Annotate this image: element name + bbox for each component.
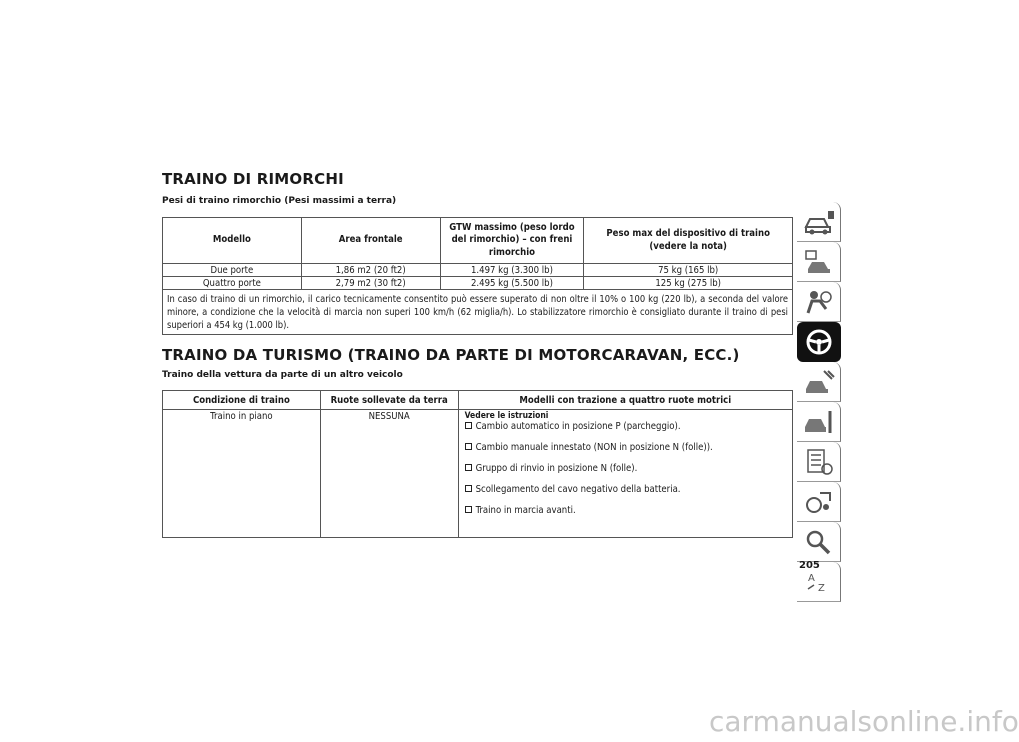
svg-text:A: A [807, 572, 815, 584]
table-row [163, 264, 793, 277]
chapter-tabs [797, 202, 842, 602]
tab-servicing[interactable] [797, 402, 841, 442]
table-row [163, 410, 793, 538]
header-frontal-area: Area frontale [301, 218, 440, 264]
safety-airbag-icon [802, 287, 836, 317]
cell-gtw: 2.495 kg (5.500 lb) [440, 277, 584, 290]
watermark: carmanualsonline.info [709, 705, 1019, 738]
header-4wd-models: Modelli con trazione a quattro ruote motrici [458, 391, 792, 410]
cell-instructions [458, 410, 792, 538]
list-item: Scollegamento del cavo negativo della batteria. [465, 484, 786, 495]
list-item: Cambio manuale innestato (NON in posizione N (folle)). [465, 442, 786, 453]
checkbox-square-icon [465, 443, 472, 450]
car-service-icon [802, 407, 836, 437]
tab-specifications[interactable] [797, 442, 841, 482]
cell-area: 2,79 m2 (30 ft2) [301, 277, 440, 290]
multimedia-icon [802, 487, 836, 517]
cell-model: Due porte [163, 264, 302, 277]
header-model: Modello [163, 218, 302, 264]
cell-gtw: 1.497 kg (3.300 lb) [440, 264, 584, 277]
rv-towing-table [162, 390, 793, 538]
tab-multimedia[interactable] [797, 482, 841, 522]
search-icon [802, 527, 836, 557]
instructions-title: Vedere le istruzioni [464, 411, 549, 421]
list-item: Traino in marcia avanti. [465, 505, 786, 516]
checkbox-square-icon [465, 485, 472, 492]
tab-warnings[interactable] [797, 242, 841, 282]
page-number: 205 [799, 560, 820, 571]
tab-customer-assistance[interactable] [797, 522, 841, 562]
header-towing-condition: Condizione di traino [163, 391, 321, 410]
car-info-icon [802, 207, 836, 237]
cell-tongue: 125 kg (275 lb) [584, 277, 793, 290]
header-gtw: GTW massimo (peso lordo del rimorchio) – con freni rimorchio [440, 218, 584, 264]
checkbox-square-icon [465, 506, 472, 513]
section-title-rv-towing: TRAINO DA TURISMO (TRAINO DA PARTE DI MOTORCARAVAN, ECC.) [162, 346, 740, 364]
header-wheels-off-ground: Ruote sollevate da terra [320, 391, 458, 410]
car-accident-icon [802, 367, 836, 397]
header-tongue-weight: Peso max del dispositivo di traino (vedere la nota) [584, 218, 793, 264]
tab-car-info[interactable] [797, 202, 841, 242]
checkbox-square-icon [465, 464, 472, 471]
towing-weights-table [162, 217, 793, 335]
cell-area: 1,86 m2 (20 ft2) [301, 264, 440, 277]
cell-wheels: NESSUNA [320, 410, 458, 538]
tab-safety[interactable] [797, 282, 841, 322]
table-row [163, 277, 793, 290]
tab-emergency[interactable] [797, 362, 841, 402]
tab-driving[interactable] [797, 322, 841, 362]
section-subtitle-towing-weights: Pesi di traino rimorchio (Pesi massimi a terra) [162, 196, 397, 206]
table-note-row [163, 290, 793, 335]
section-subtitle-rv-towing: Traino della vettura da parte di un altro veicolo [162, 370, 403, 380]
index-icon [802, 567, 836, 597]
warning-message-icon [802, 247, 836, 277]
table-header-row [163, 218, 793, 264]
list-item: Cambio automatico in posizione P (parcheggio). [465, 421, 786, 432]
list-item: Gruppo di rinvio in posizione N (folle). [465, 463, 786, 474]
steering-wheel-icon [802, 327, 836, 357]
table-header-row [163, 391, 793, 410]
section-title-towing: TRAINO DI RIMORCHI [162, 170, 344, 188]
svg-text:Z: Z [817, 582, 825, 594]
table-note: In caso di traino di un rimorchio, il carico tecnicamente consentito può essere superato di non oltre il 10% o 100 kg (220 lb), a seconda del valore minore, a condizione che la velocità di marcia non superi 100 km/h (62 miglia/h). Lo stabilizzatore rimorchio è consigliato durante il traino di pesi superiori a 454 kg (1.000 lb). [163, 290, 793, 335]
checklist-icon [802, 447, 836, 477]
cell-tongue: 75 kg (165 lb) [584, 264, 793, 277]
checkbox-square-icon [465, 422, 472, 429]
cell-model: Quattro porte [163, 277, 302, 290]
cell-condition: Traino in piano [163, 410, 321, 538]
